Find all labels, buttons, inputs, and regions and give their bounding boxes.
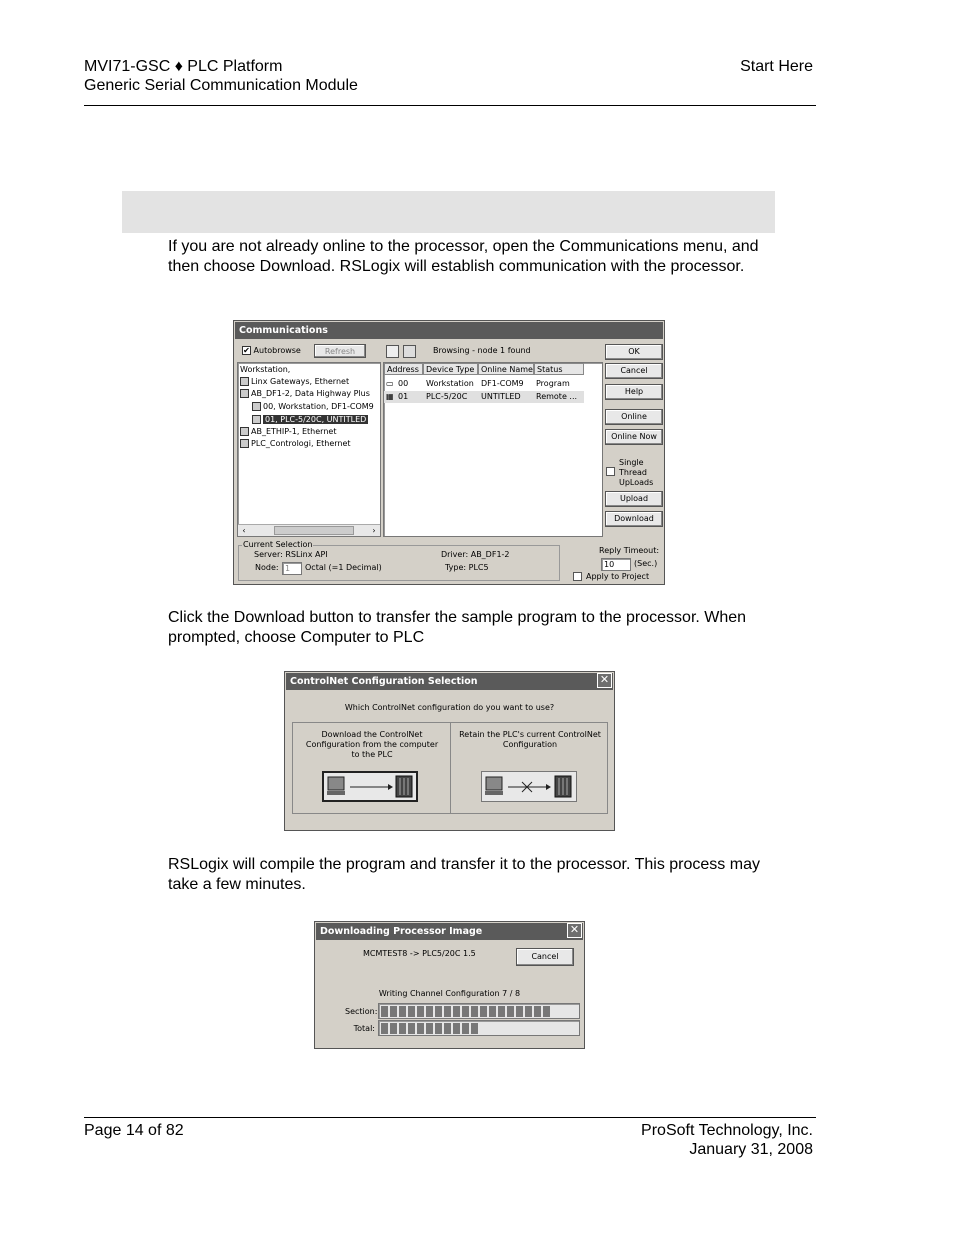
total-progress-bar	[378, 1020, 580, 1036]
cell-address: 01	[398, 392, 409, 401]
apply-to-project-checkbox[interactable]	[573, 572, 582, 581]
sec-label: (Sec.)	[634, 559, 658, 568]
tree-item-label: 00, Workstation, DF1-COM9	[263, 402, 374, 411]
online-button[interactable]: Online	[605, 409, 663, 425]
node-label: Node:	[255, 563, 279, 572]
scrollbar-thumb[interactable]	[274, 526, 354, 535]
progress-segment	[516, 1006, 523, 1017]
progress-segment	[525, 1006, 532, 1017]
page-number: Page 14 of 82	[84, 1122, 184, 1139]
progress-segment	[480, 1006, 487, 1017]
document-date: January 31, 2008	[689, 1141, 813, 1158]
progress-segment	[435, 1006, 442, 1017]
computer-to-plc-button[interactable]	[322, 771, 418, 802]
progress-segment	[462, 1023, 469, 1034]
column-header-online-name[interactable]: Online Name	[478, 363, 534, 375]
close-icon[interactable]: ✕	[597, 673, 612, 688]
progress-segment	[543, 1006, 550, 1017]
progress-segment	[381, 1023, 388, 1034]
cell-online-name: UNTITLED	[481, 392, 521, 401]
tree-item[interactable]	[252, 401, 374, 413]
octal-label: Octal (=1 Decimal)	[305, 563, 382, 572]
progress-segment	[399, 1023, 406, 1034]
dialog-title: Downloading Processor Image	[316, 923, 583, 940]
network-icon	[240, 389, 249, 398]
scroll-left-icon[interactable]: ‹	[242, 526, 246, 535]
cell-device-type: Workstation	[426, 379, 474, 388]
computer-to-plc-icon	[324, 773, 416, 800]
autobrowse-checkbox[interactable]	[242, 346, 301, 356]
progress-segment	[399, 1006, 406, 1017]
single-thread-checkbox[interactable]	[606, 467, 615, 476]
progress-segment	[498, 1006, 505, 1017]
total-label: Total:	[353, 1024, 375, 1033]
tree-item-label: AB_ETHIP-1, Ethernet	[251, 427, 337, 436]
column-header-address[interactable]: Address	[384, 363, 423, 375]
progress-segment	[489, 1006, 496, 1017]
online-now-button[interactable]: Online Now	[605, 429, 663, 445]
plc-icon: ▦	[386, 392, 394, 401]
computer-icon: ▭	[386, 379, 394, 388]
apply-to-project-label: Apply to Project	[586, 572, 650, 581]
column-header-device-type[interactable]: Device Type	[423, 363, 478, 375]
progress-segment	[534, 1006, 541, 1017]
transfer-label: MCMTEST8 -> PLC5/20C 1.5	[363, 949, 476, 958]
download-option-label: Download the ControlNet Configuration from the computer to the PLC	[305, 730, 439, 759]
progress-segment	[435, 1023, 442, 1034]
tree-item-label: Linx Gateways, Ethernet	[251, 377, 350, 386]
tree-item[interactable]	[240, 364, 290, 376]
section-progress-fill	[381, 1006, 550, 1017]
paragraph-2: Click the Download button to transfer the sample program to the processor. When prompted, choose Computer to PLC	[168, 609, 747, 646]
server-label: Server: RSLinx API	[254, 550, 328, 559]
paragraph-1: If you are not already online to the processor, open the Communications menu, and then choose Download. RSLogix will establish communication with the processor.	[168, 238, 759, 275]
horizontal-scrollbar[interactable]	[238, 524, 380, 536]
reply-timeout-field[interactable]: 10	[601, 558, 631, 571]
ok-button[interactable]: OK	[605, 344, 663, 360]
tree-item[interactable]	[240, 426, 336, 438]
browse-status: Browsing - node 1 found	[433, 346, 531, 355]
progress-segment	[426, 1023, 433, 1034]
driver-label: Driver: AB_DF1-2	[441, 550, 510, 559]
tree-item[interactable]	[240, 438, 351, 450]
progress-segment	[417, 1023, 424, 1034]
network-icon	[240, 427, 249, 436]
progress-segment	[453, 1023, 460, 1034]
retain-configuration-icon	[482, 772, 576, 801]
paragraph-3: RSLogix will compile the program and transfer it to the processor. This process may take a few minutes.	[168, 856, 760, 893]
tree-item-label: 01, PLC-5/20C, UNTITLED	[265, 415, 367, 424]
tree-view-icon[interactable]	[386, 345, 399, 358]
progress-segment	[471, 1023, 478, 1034]
refresh-button[interactable]: Refresh	[314, 344, 366, 358]
section-progress-bar	[378, 1003, 580, 1019]
type-label: Type: PLC5	[445, 563, 489, 572]
cell-status: Program	[536, 379, 570, 388]
document-subtitle: Generic Serial Communication Module	[84, 77, 358, 94]
progress-segment	[471, 1006, 478, 1017]
tree-item-label: PLC_Contrologi, Ethernet	[251, 439, 351, 448]
header-divider	[84, 105, 816, 106]
network-tree[interactable]	[237, 362, 381, 537]
footer-divider	[84, 1117, 816, 1118]
page-header-left	[84, 57, 358, 95]
document-title: MVI71-GSC ♦ PLC Platform	[84, 58, 283, 75]
progress-segment	[390, 1023, 397, 1034]
column-header-status[interactable]: Status	[534, 363, 584, 375]
options-divider	[450, 723, 451, 813]
total-progress-fill	[381, 1023, 478, 1034]
download-button[interactable]: Download	[605, 511, 663, 527]
cell-address: 00	[398, 379, 409, 388]
scroll-right-icon[interactable]: ›	[372, 526, 376, 535]
cancel-button[interactable]: Cancel	[516, 948, 574, 966]
retain-configuration-button[interactable]	[481, 771, 577, 802]
single-thread-label: Single Thread UpLoads	[619, 458, 654, 487]
progress-segment	[507, 1006, 514, 1017]
progress-segment	[381, 1006, 388, 1017]
tree-item-label: AB_DF1-2, Data Highway Plus	[251, 389, 370, 398]
checkmark-icon: ✔	[243, 346, 250, 355]
downloading-dialog	[314, 921, 585, 1049]
section-label: Start Here	[740, 58, 813, 75]
page-footer-right	[641, 1121, 813, 1159]
section-heading-band	[122, 191, 775, 233]
progress-segment	[444, 1023, 451, 1034]
progress-status: Writing Channel Configuration 7 / 8	[378, 989, 521, 998]
autobrowse-label: Autobrowse	[253, 346, 301, 355]
options-frame	[292, 722, 608, 814]
cell-status: Remote ...	[536, 392, 578, 401]
progress-segment	[462, 1006, 469, 1017]
controlnet-dialog	[284, 671, 615, 831]
progress-segment	[408, 1023, 415, 1034]
cell-device-type: PLC-5/20C	[426, 392, 468, 401]
plc-icon	[252, 415, 261, 424]
configuration-question: Which ControlNet configuration do you want to use?	[344, 703, 555, 712]
progress-segment	[390, 1006, 397, 1017]
list-view-icon[interactable]	[403, 345, 416, 358]
device-list[interactable]	[383, 362, 603, 537]
cell-online-name: DF1-COM9	[481, 379, 524, 388]
progress-segment	[426, 1006, 433, 1017]
tree-item[interactable]	[240, 388, 370, 400]
tree-item-label: Workstation,	[240, 365, 291, 374]
retain-option-label: Retain the PLC's current ControlNet Configuration	[459, 730, 601, 749]
company-name: ProSoft Technology, Inc.	[641, 1122, 813, 1139]
dialog-title: ControlNet Configuration Selection	[286, 673, 613, 690]
close-icon[interactable]: ✕	[567, 923, 582, 938]
node-field[interactable]: 1	[282, 562, 302, 575]
network-icon	[240, 377, 249, 386]
help-button[interactable]: Help	[605, 384, 663, 400]
tree-item[interactable]	[240, 376, 349, 388]
tree-item-selected[interactable]	[252, 414, 368, 426]
network-icon	[240, 439, 249, 448]
progress-segment	[417, 1006, 424, 1017]
current-selection-label: Current Selection	[243, 540, 313, 549]
communications-dialog	[233, 320, 665, 585]
progress-segment	[408, 1006, 415, 1017]
section-label: Section:	[345, 1007, 378, 1016]
upload-button[interactable]: Upload	[605, 491, 663, 507]
cancel-button[interactable]: Cancel	[605, 363, 663, 379]
reply-timeout-label: Reply Timeout:	[599, 546, 660, 555]
progress-segment	[453, 1006, 460, 1017]
progress-segment	[444, 1006, 451, 1017]
computer-icon	[252, 402, 261, 411]
dialog-title: Communications	[235, 322, 663, 339]
